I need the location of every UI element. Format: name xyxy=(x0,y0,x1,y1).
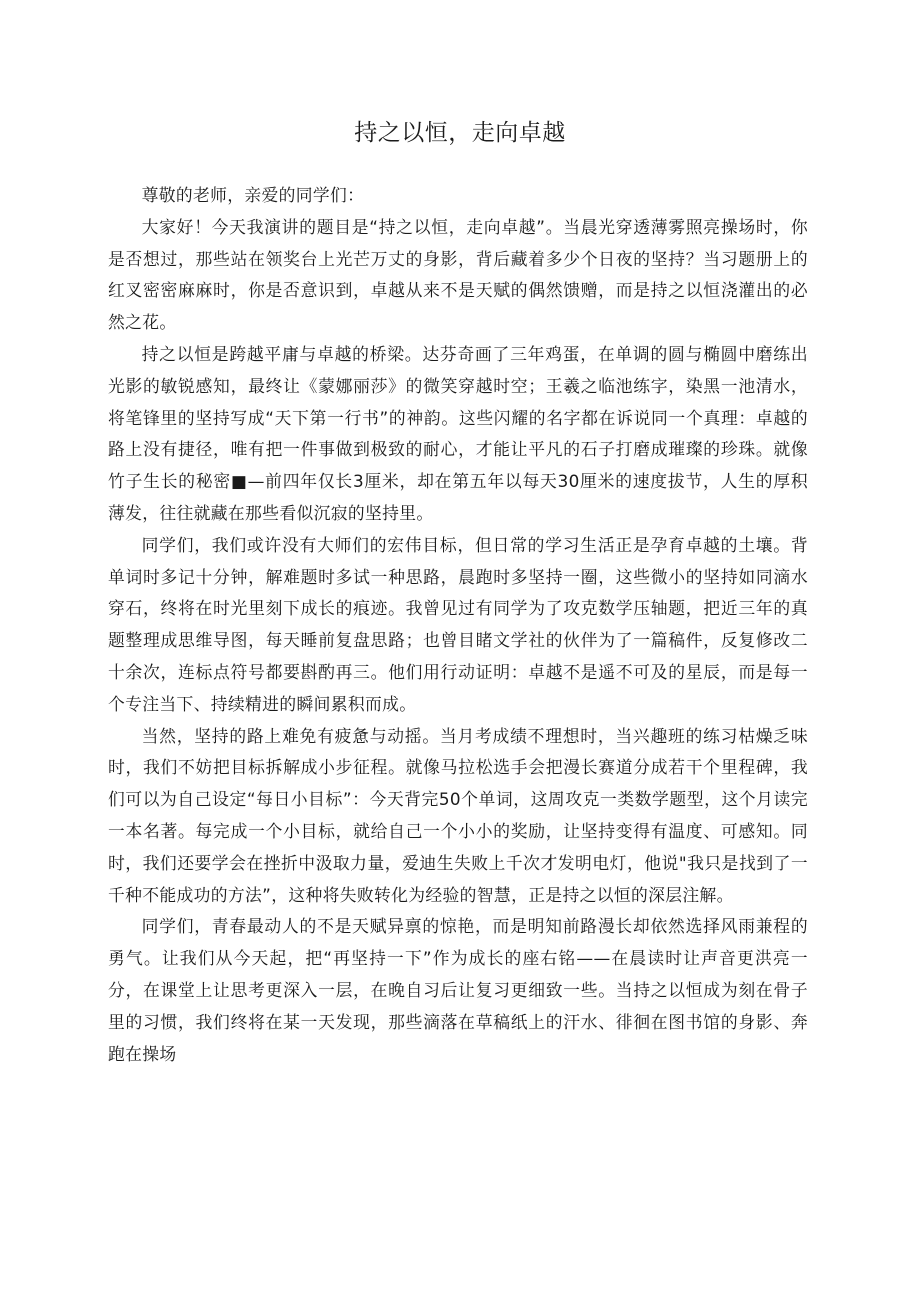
greeting-paragraph: 尊敬的老师，亲爱的同学们： xyxy=(141,185,365,205)
paragraph-daily-life: 同学们，我们或许没有大师们的宏伟目标，但日常的学习生活正是孕育卓越的土壤。背单词时多记十分钟，解难题时多试一种思路，晨跑时多坚持一圈，这些微小的坚持如同滴水穿石，终将在时光里刻下成长的痕迹。我曾见过有同学为了攻克数学压轴题，把近三年的真题整理成思维导图，每天睡前复盘思路；也曾目睹文学社的伙伴为了一篇稿件，反复修改二十余次，连标点符号都要斟酌再三。他们用行动证明：卓越不是遥不可及的星辰，而是每一个专注当下、持续精进的瞬间累积而成。 xyxy=(108,534,808,714)
paragraph-bridge: 持之以恒是跨越平庸与卓越的桥梁。达芬奇画了三年鸡蛋，在单调的圆与椭圆中磨练出光影的敏锐感知，最终让《蒙娜丽莎》的微笑穿越时空；王羲之临池练字，染黑一池清水，将笔锋里的坚持写成“天下第一行书”的神韵。这些闪耀的名字都在诉说同一个真理：卓越的路上没有捷径，唯有把一件事做到极致的耐心，才能让平凡的石子打磨成璀璨的珍珠。就像竹子生长的秘密■—前四年仅长3厘米，却在第五年以每天30厘米的速度拔节，人生的厚积薄发，往往就藏在那些看似沉寂的坚持里。 xyxy=(108,343,808,523)
document-title: 持之以恒，走向卓越 xyxy=(354,120,566,146)
speech-body xyxy=(108,180,808,1070)
paragraph-setbacks: 当然，坚持的路上难免有疲惫与动摇。当月考成绩不理想时，当兴趣班的练习枯燥乏味时，我们不妨把目标拆解成小步征程。就像马拉松选手会把漫长赛道分成若干个里程碑，我们可以为自己设定“每日小目标”：今天背完50个单词，这周攻克一类数学题型，这个月读完一本名著。每完成一个小目标，就给自己一个小小的奖励，让坚持变得有温度、可感知。同时，我们还要学会在挫折中汲取力量，爱迪生失败上千次才发明电灯，他说"我只是找到了一千种不能成功的方法”，这种将失败转化为经验的智慧，正是持之以恒的深层注解。 xyxy=(108,725,808,905)
paragraph-intro: 大家好！今天我演讲的题目是“持之以恒，走向卓越”。当晨光穿透薄雾照亮操场时，你是否想过，那些站在领奖台上光芒万丈的身影，背后藏着多少个日夜的坚持？当习题册上的红叉密密麻麻时，你是否意识到，卓越从来不是天赋的偶然馈赠，而是持之以恒浇灌出的必然之花。 xyxy=(108,216,808,333)
paragraph-conclusion: 同学们，青春最动人的不是天赋异禀的惊艳，而是明知前路漫长却依然选择风雨兼程的勇气。让我们从今天起，把“再坚持一下”作为成长的座右铭——在晨读时让声音更洪亮一分，在课堂上让思考更深入一层，在晚自习后让复习更细致一些。当持之以恒成为刻在骨子里的习惯，我们终将在某一天发现，那些滴落在草稿纸上的汗水、徘徊在图书馆的身影、奔跑在操场 xyxy=(108,916,808,1064)
